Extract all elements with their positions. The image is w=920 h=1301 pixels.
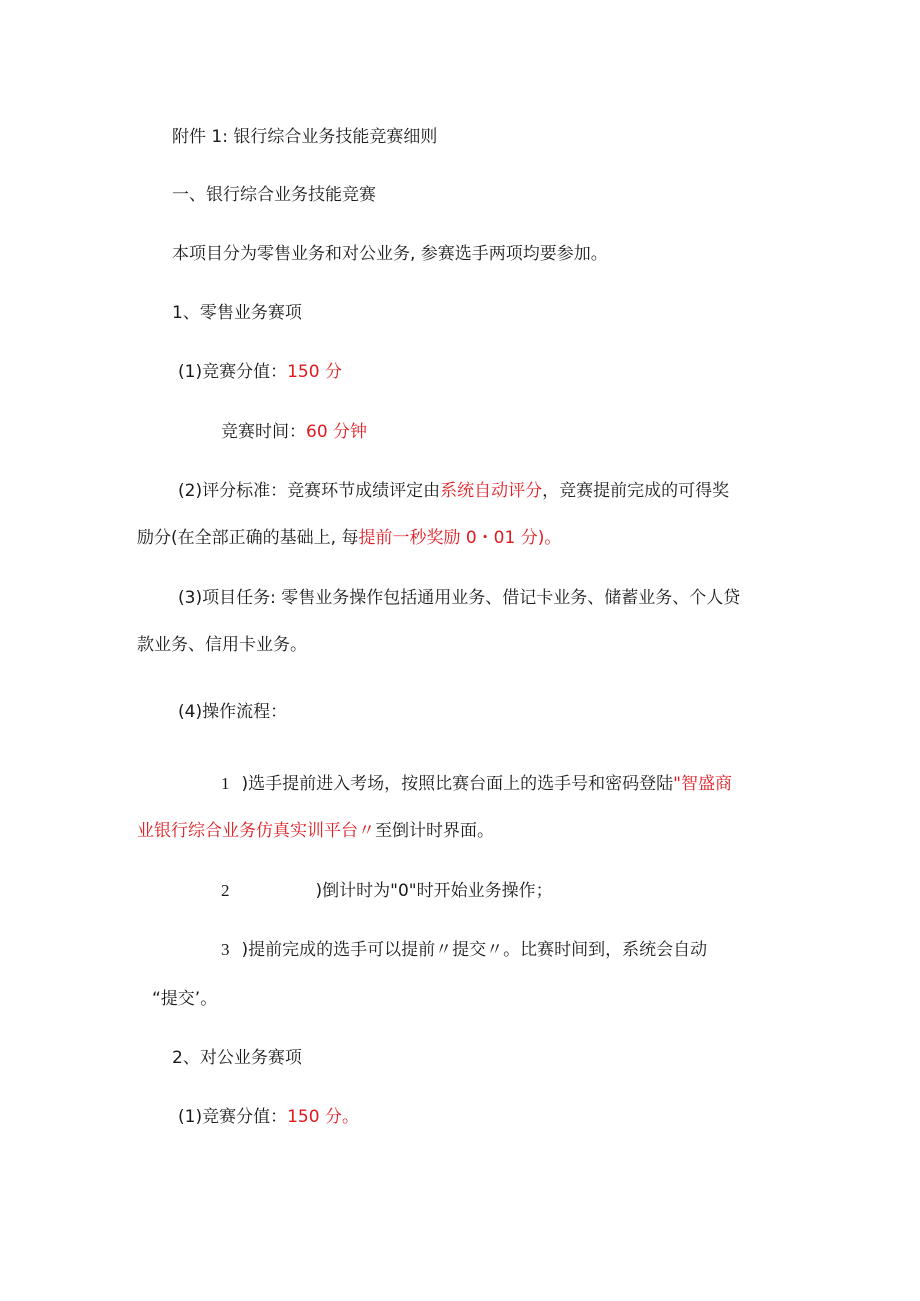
- corporate-score: [178, 1106, 359, 1128]
- step3-text: )提前完成的选手可以提前〃提交〃。比赛时间到，系统会自动: [241, 940, 708, 960]
- step2-text: )倒计时为"0"时开始业务操作；: [315, 881, 553, 901]
- step1-line1: [221, 773, 732, 795]
- step1-number: 1: [221, 774, 230, 793]
- scoring-line2-highlight: 提前一秒奖励 0・01 分)。: [358, 528, 562, 548]
- retail-score-label: (1)竞赛分值：: [178, 362, 288, 382]
- retail-time-value: 60 分钟: [306, 422, 368, 442]
- step2-number: 2: [221, 881, 230, 900]
- step1-tail: 至倒计时界面。: [375, 821, 494, 841]
- retail-task-line2: 款业务、信用卡业务。: [137, 635, 307, 655]
- retail-task-line1: (3)项目任务: 零售业务操作包括通用业务、借记卡业务、储蓄业务、个人贷: [178, 588, 741, 608]
- retail-heading: 1、零售业务赛项: [172, 303, 302, 323]
- intro-paragraph: 本项目分为零售业务和对公业务, 参赛选手两项均要参加。: [172, 244, 608, 264]
- retail-scoring-line2: [137, 527, 561, 549]
- corporate-score-value: 150 分。: [287, 1107, 359, 1127]
- corporate-heading: 2、对公业务赛项: [172, 1048, 302, 1068]
- step3-line1: [221, 939, 707, 961]
- scoring-highlight: 系统自动评分: [440, 481, 543, 501]
- corporate-score-label: (1)竞赛分值：: [178, 1107, 288, 1127]
- step2-line: [221, 880, 553, 902]
- scoring-prefix: (2)评分标准：竞赛环节成绩评定由: [178, 481, 441, 501]
- retail-scoring-line1: [178, 480, 729, 502]
- step1-text: )选手提前进入考场，按照比赛台面上的选手号和密码登陆: [241, 774, 674, 794]
- step1-line2: [137, 820, 494, 842]
- step3-number: 3: [221, 940, 230, 959]
- step3-line2: “提交’。: [152, 989, 218, 1009]
- document-title: 附件 1: 银行综合业务技能竞赛细则: [172, 127, 438, 147]
- retail-time: [221, 421, 367, 443]
- retail-score-value: 150 分: [287, 362, 342, 382]
- retail-score: [178, 361, 342, 383]
- section-heading: 一、银行综合业务技能竞赛: [172, 185, 376, 205]
- scoring-suffix: ，竞赛提前完成的可得奖: [542, 481, 730, 501]
- step1-highlight2: 业银行综合业务仿真实训平台〃: [137, 821, 375, 841]
- scoring-line2-prefix: 励分(在全部正确的基础上, 每: [137, 528, 359, 548]
- retail-flow-label: (4)操作流程：: [178, 702, 288, 722]
- step1-highlight1: "智盛商: [673, 774, 732, 794]
- retail-time-label: 竞赛时间：: [221, 422, 306, 442]
